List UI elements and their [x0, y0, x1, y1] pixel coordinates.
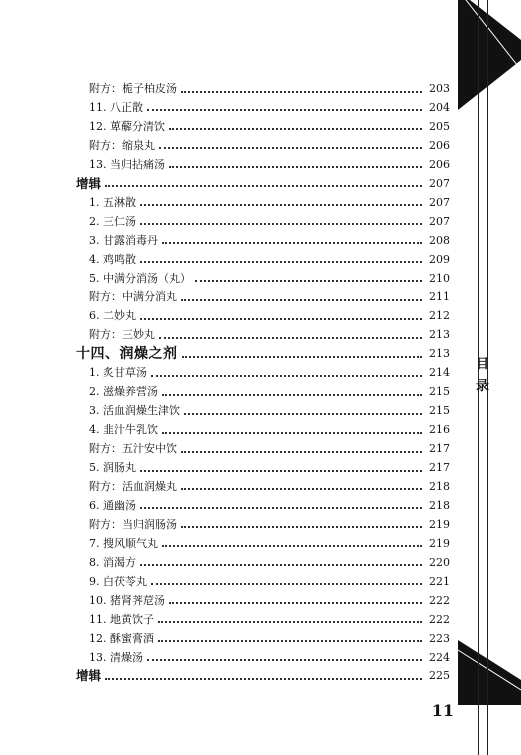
toc-entry-page: 206 — [429, 138, 450, 152]
leader-dots — [162, 393, 422, 396]
leader-dots — [159, 146, 422, 149]
toc-entry-page: 207 — [429, 176, 450, 190]
toc-entry-page: 222 — [429, 593, 450, 607]
toc-entry — [76, 667, 450, 685]
toc-entry — [76, 251, 450, 269]
toc-entry-title: 7. 搜风顺气丸 — [89, 536, 158, 550]
toc-entry-page: 219 — [429, 517, 450, 531]
toc-entry-title: 11. 地黄饮子 — [89, 612, 154, 626]
toc-entry-title: 4. 鸡鸣散 — [89, 252, 136, 266]
toc-entry — [76, 326, 450, 344]
toc-entry — [76, 194, 450, 212]
toc-entry-page: 214 — [429, 366, 450, 380]
toc-entry-page: 216 — [429, 423, 450, 437]
toc-entry-title: 十四、润燥之剂 — [76, 346, 178, 363]
leader-dots — [169, 601, 422, 604]
toc-entry-page: 215 — [429, 404, 450, 418]
toc-entry — [76, 156, 450, 174]
toc-entry-title: 9. 白茯苓丸 — [89, 574, 147, 588]
leader-dots — [158, 620, 422, 623]
toc-entry — [76, 611, 450, 629]
leader-dots — [158, 639, 422, 642]
toc-entry-title: 12. 酥蜜膏酒 — [89, 631, 154, 645]
toc-entry-title: 附方：五汁安中饮 — [89, 442, 177, 456]
toc-entry — [76, 307, 450, 325]
toc-entry — [76, 213, 450, 231]
toc-entry — [76, 459, 450, 477]
leader-dots — [162, 241, 422, 244]
toc-entry-title: 4. 韭汁牛乳饮 — [89, 423, 158, 437]
toc-entry-page: 222 — [429, 612, 450, 626]
toc-entry-title: 2. 三仁汤 — [89, 214, 136, 228]
toc-entry — [76, 630, 450, 648]
toc-entry — [76, 421, 450, 439]
toc-entry-title: 附方：当归润肠汤 — [89, 517, 177, 531]
toc-entry — [76, 478, 450, 496]
toc-entry-title: 5. 中满分消汤（丸） — [89, 271, 191, 285]
toc-entry-title: 8. 消渴方 — [89, 555, 136, 569]
toc-entry-title: 3. 甘露消毒丹 — [89, 233, 158, 247]
toc-entry-page: 220 — [429, 555, 450, 569]
toc-entry — [76, 288, 450, 306]
toc-entry-page: 225 — [429, 669, 450, 683]
toc-entry-page: 210 — [429, 271, 450, 285]
toc-entry-title: 13. 当归拈痛汤 — [89, 157, 165, 171]
toc-entry-title: 增辑 — [76, 175, 102, 191]
toc-entry-title: 附方：三妙丸 — [89, 328, 155, 342]
leader-dots — [181, 487, 422, 490]
toc-entry — [76, 516, 450, 534]
toc-entry — [76, 440, 450, 458]
toc-entry — [76, 137, 450, 155]
toc-entry — [76, 535, 450, 553]
leader-dots — [182, 355, 423, 358]
toc-entry-title: 附方：中满分消丸 — [89, 290, 177, 304]
toc-entry-title: 13. 清燥汤 — [89, 650, 143, 664]
leader-dots — [162, 544, 422, 547]
toc-entry-page: 217 — [429, 442, 450, 456]
leader-dots — [140, 469, 422, 472]
leader-dots — [181, 298, 422, 301]
leader-dots — [147, 658, 422, 661]
toc-entry-title: 6. 通幽汤 — [89, 498, 136, 512]
leader-dots — [181, 90, 422, 93]
toc-entry-page: 219 — [429, 536, 450, 550]
toc-entry-title: 6. 二妙丸 — [89, 309, 136, 323]
toc-entry — [76, 270, 450, 288]
toc-entry — [76, 232, 450, 250]
toc-entry-page: 206 — [429, 157, 450, 171]
leader-dots — [169, 165, 422, 168]
toc-entry — [76, 497, 450, 515]
toc-entry-page: 213 — [429, 328, 450, 342]
toc-entry — [76, 80, 450, 98]
leader-dots — [140, 260, 422, 263]
toc-entry-page: 207 — [429, 195, 450, 209]
toc-entry-page: 223 — [429, 631, 450, 645]
toc-entry-title: 2. 滋燥养营汤 — [89, 385, 158, 399]
bottom-triangle-ornament — [458, 640, 521, 705]
leader-dots — [105, 184, 422, 187]
toc-entry-page: 208 — [429, 233, 450, 247]
leader-dots — [140, 222, 422, 225]
leader-dots — [181, 450, 422, 453]
toc-entry — [76, 592, 450, 610]
toc-entry-title: 5. 润肠丸 — [89, 461, 136, 474]
toc-entry — [76, 402, 450, 420]
leader-dots — [169, 127, 422, 130]
toc-entry — [76, 99, 450, 117]
leader-dots — [159, 336, 422, 339]
leader-dots — [140, 203, 422, 206]
page-number: 11 — [431, 701, 454, 720]
top-triangle-ornament — [458, 0, 521, 110]
toc-entry — [76, 383, 450, 401]
leader-dots — [140, 317, 422, 320]
toc-entry-page: 224 — [429, 650, 450, 664]
toc-entry-page: 213 — [429, 347, 450, 361]
leader-dots — [105, 677, 422, 680]
side-tab-char-1: 目 — [476, 357, 490, 372]
toc-entry-page: 215 — [429, 385, 450, 399]
toc-entry-page: 205 — [429, 119, 450, 133]
toc-entry-page: 204 — [429, 100, 450, 114]
leader-dots — [195, 279, 422, 282]
toc-entry-title: 3. 活血润燥生津饮 — [89, 404, 180, 418]
toc-entry-title: 1. 炙甘草汤 — [89, 366, 147, 380]
toc-entry — [76, 649, 450, 667]
toc-entry-page: 203 — [429, 82, 450, 95]
toc-entry — [76, 175, 450, 193]
toc-entry-page: 211 — [429, 290, 450, 304]
toc-entry-page: 209 — [429, 252, 450, 266]
toc-entry-page: 212 — [429, 309, 450, 323]
toc-entry — [76, 345, 450, 363]
toc-entry-page: 221 — [429, 574, 450, 588]
toc-entry-title: 10. 猪肾荠苨汤 — [89, 593, 165, 607]
toc-entry — [76, 573, 450, 591]
leader-dots — [162, 431, 422, 434]
toc-entry-title: 11. 八正散 — [89, 100, 143, 114]
toc-entry-page: 218 — [429, 479, 450, 493]
toc-entry-title: 附方：栀子柏皮汤 — [89, 82, 177, 95]
leader-dots — [181, 525, 422, 528]
toc-entry — [76, 364, 450, 382]
toc-entry-title: 1. 五淋散 — [89, 195, 136, 209]
side-tab-char-2: 录 — [476, 379, 490, 394]
leader-dots — [140, 506, 422, 509]
toc-entry — [76, 118, 450, 136]
leader-dots — [184, 412, 422, 415]
toc-entry-title: 附方：活血润燥丸 — [89, 479, 177, 493]
toc-entry-page: 217 — [429, 461, 450, 474]
toc-entry-page: 218 — [429, 498, 450, 512]
toc-entry-title: 附方：缩泉丸 — [89, 138, 155, 152]
toc-entry-title: 增辑 — [76, 668, 102, 684]
leader-dots — [151, 374, 422, 377]
toc-entry — [76, 554, 450, 572]
leader-dots — [151, 582, 422, 585]
leader-dots — [147, 108, 422, 111]
toc-entry-title: 12. 萆薢分清饮 — [89, 119, 165, 133]
leader-dots — [140, 563, 422, 566]
toc-entry-page: 207 — [429, 214, 450, 228]
